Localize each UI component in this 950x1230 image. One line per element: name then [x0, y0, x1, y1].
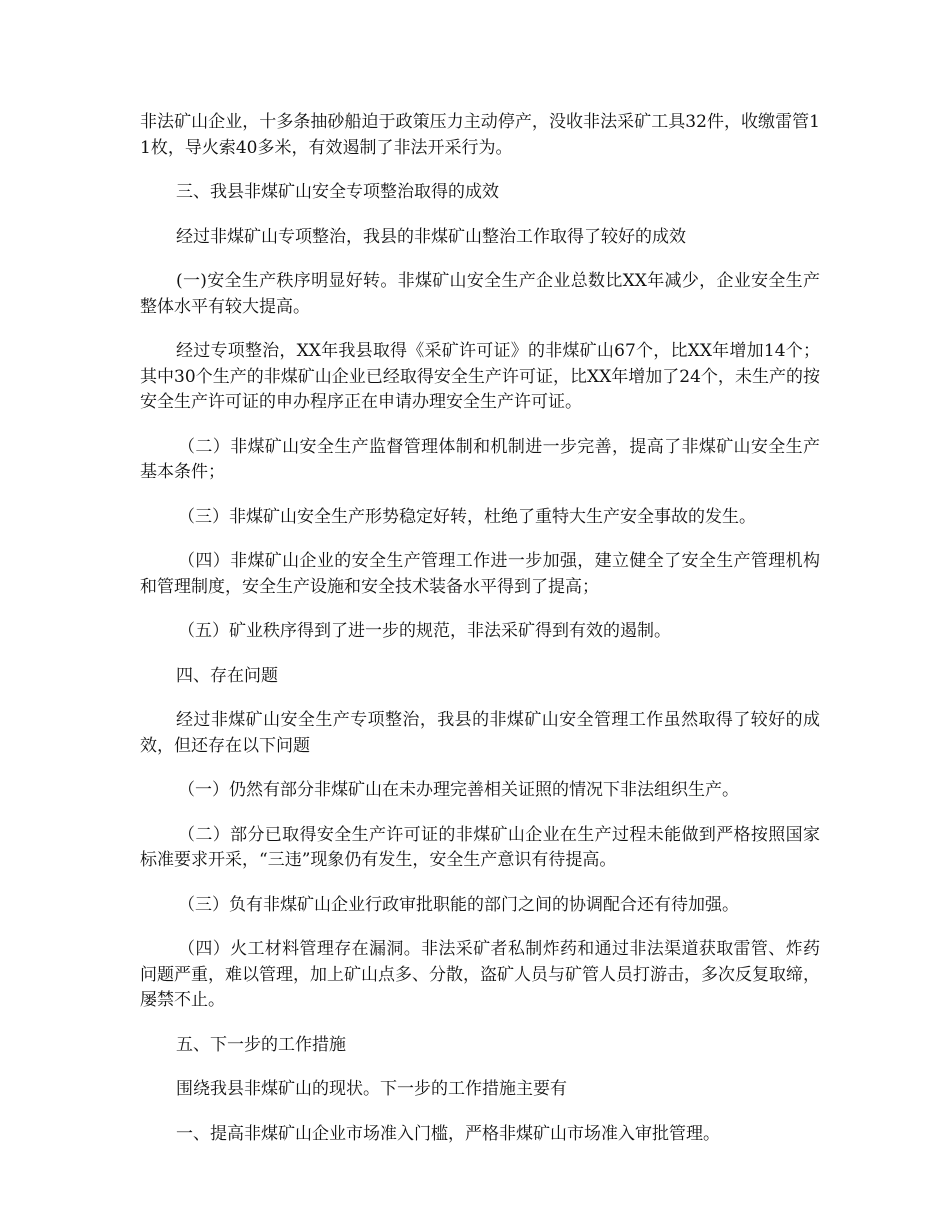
paragraph-problem-4: （四）火工材料管理存在漏洞。非法采矿者私制炸药和通过非法渠道获取雷管、炸药问题严重，难以管理，加上矿山点多、分散，盗矿人员与矿管人员打游击，多次反复取缔，屡禁不止。 — [140, 939, 820, 1010]
paragraph-achievement-5: （五）矿业秩序得到了进一步的规范，非法采矿得到有效的遏制。 — [178, 621, 671, 641]
section-heading-achievements: 三、我县非煤矿山安全专项整治取得的成效 — [176, 182, 499, 202]
paragraph-enforcement-results: 非法矿山企业，十多条抽砂船迫于政策压力主动停产，没收非法采矿工具32件，收缴雷管11枚，导火索40多米，有效遏制了非法开采行为。 — [140, 112, 820, 158]
paragraph-achievement-1: (一)安全生产秩序明显好转。非煤矿山安全生产企业总数比XX年减少，企业安全生产整体水平有较大提高。 — [140, 271, 820, 317]
section-heading-next-steps: 五、下一步的工作措施 — [176, 1034, 346, 1055]
paragraph-next-steps-intro: 围绕我县非煤矿山的现状。下一步的工作措施主要有 — [176, 1079, 567, 1099]
paragraph-problem-2: （二）部分已取得安全生产许可证的非煤矿山企业在生产过程未能做到严格按照国家标准要求开采，“三违”现象仍有发生，安全生产意识有待提高。 — [140, 824, 820, 870]
document-page — [140, 110, 820, 1166]
paragraph-achievement-4: （四）非煤矿山企业的安全生产管理工作进一步加强，建立健全了安全生产管理机构和管理制度，安全生产设施和安全技术装备水平得到了提高； — [140, 551, 820, 597]
paragraph-measure-1: 一、提高非煤矿山企业市场准入门槛，严格非煤矿山市场准入审批管理。 — [176, 1123, 720, 1144]
paragraph-problem-1: （一）仍然有部分非煤矿山在未办理完善相关证照的情况下非法组织生产。 — [178, 780, 739, 800]
section-heading-problems: 四、存在问题 — [176, 665, 278, 686]
paragraph-problems-intro: 经过非煤矿山安全生产专项整治，我县的非煤矿山安全管理工作虽然取得了较好的成效，但还存在以下问题 — [140, 710, 820, 756]
paragraph-problem-3: （三）负有非煤矿山企业行政审批职能的部门之间的协调配合还有待加强。 — [178, 894, 739, 915]
paragraph-license-statistics: 经过专项整治，XX年我县取得《采矿许可证》的非煤矿山67个，比XX年增加14个；其中30个生产的非煤矿山企业已经取得安全生产许可证，比XX年增加了24个，未生产的按安全生产许可证的申办程序正在申请办理安全生产许可证。 — [140, 341, 820, 412]
paragraph-achievement-2: （二）非煤矿山安全生产监督管理体制和机制进一步完善，提高了非煤矿山安全生产基本条件； — [140, 436, 820, 482]
paragraph-achievement-3: （三）非煤矿山安全生产形势稳定好转，杜绝了重特大生产安全事故的发生。 — [178, 506, 756, 527]
paragraph-achievements-intro: 经过非煤矿山专项整治，我县的非煤矿山整治工作取得了较好的成效 — [176, 226, 686, 247]
